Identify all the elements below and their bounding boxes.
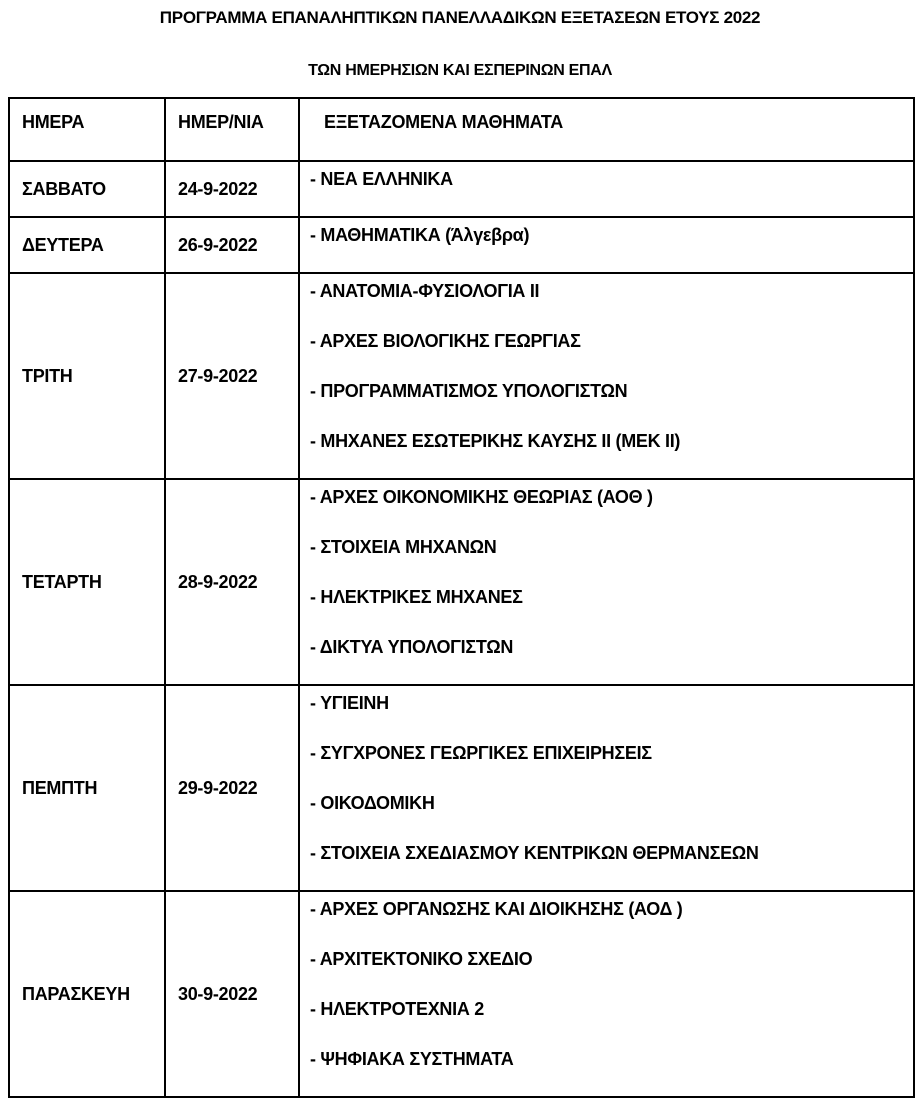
date-cell: 27-9-2022 [165, 273, 299, 479]
table-row [9, 217, 914, 273]
table-row [9, 273, 914, 479]
date-cell: 29-9-2022 [165, 685, 299, 891]
subjects-cell [299, 685, 914, 891]
subject-line: - ΑΡΧΕΣ ΒΙΟΛΟΓΙΚΗΣ ΓΕΩΡΓΙΑΣ [310, 331, 581, 351]
date-cell: 30-9-2022 [165, 891, 299, 1097]
day-cell: ΠΑΡΑΣΚΕΥΗ [9, 891, 165, 1097]
table-row [9, 891, 914, 1097]
header-row [9, 98, 914, 161]
day-cell: ΠΕΜΠΤΗ [9, 685, 165, 891]
table-header [9, 98, 914, 161]
subject-line: - ΥΓΙΕΙΝΗ [310, 693, 389, 713]
subject-line: - ΟΙΚΟΔΟΜΙΚΗ [310, 793, 435, 813]
subject-line: - ΨΗΦΙΑΚΑ ΣΥΣΤΗΜΑΤΑ [310, 1049, 514, 1069]
subject-line: - ΑΡΧΙΤΕΚΤΟΝΙΚΟ ΣΧΕΔΙΟ [310, 949, 533, 969]
table-body [9, 161, 914, 1097]
subjects-cell [299, 161, 914, 217]
day-cell: ΤΕΤΑΡΤΗ [9, 479, 165, 685]
subject-line: - ΠΡΟΓΡΑΜΜΑΤΙΣΜΟΣ ΥΠΟΛΟΓΙΣΤΩΝ [310, 381, 628, 401]
subject-line: - ΑΡΧΕΣ ΟΙΚΟΝΟΜΙΚΗΣ ΘΕΩΡΙΑΣ (ΑΟΘ ) [310, 487, 653, 507]
subjects-cell [299, 479, 914, 685]
subject-line: - ΑΡΧΕΣ ΟΡΓΑΝΩΣΗΣ ΚΑΙ ΔΙΟΙΚΗΣΗΣ (ΑΟΔ ) [310, 899, 683, 919]
page-title: ΠΡΟΓΡΑΜΜΑ ΕΠΑΝΑΛΗΠΤΙΚΩΝ ΠΑΝΕΛΛΑΔΙΚΩΝ ΕΞΕΤΑΣΕΩΝ ΕΤΟΥΣ 2022 [159, 8, 761, 27]
subjects-cell [299, 217, 914, 273]
header-cell-subjects: ΕΞΕΤΑΖΟΜΕΝΑ ΜΑΘΗΜΑΤΑ [299, 98, 914, 161]
schedule-table [8, 97, 915, 1098]
subject-line: - ΗΛΕΚΤΡΙΚΕΣ ΜΗΧΑΝΕΣ [310, 587, 523, 607]
subject-line: - ΔΙΚΤΥΑ ΥΠΟΛΟΓΙΣΤΩΝ [310, 637, 514, 657]
day-cell: ΔΕΥΤΕΡΑ [9, 217, 165, 273]
day-cell: ΤΡΙΤΗ [9, 273, 165, 479]
table-row [9, 479, 914, 685]
day-cell: ΣΑΒΒΑΤΟ [9, 161, 165, 217]
subject-line: - ΝΕΑ ΕΛΛΗΝΙΚΑ [310, 169, 453, 189]
date-cell: 28-9-2022 [165, 479, 299, 685]
table-row [9, 161, 914, 217]
subject-line: - ΣΤΟΙΧΕΙΑ ΣΧΕΔΙΑΣΜΟΥ ΚΕΝΤΡΙΚΩΝ ΘΕΡΜΑΝΣΕΩΝ [310, 843, 759, 863]
subject-line: - ΣΤΟΙΧΕΙΑ ΜΗΧΑΝΩΝ [310, 537, 497, 557]
subject-line: - ΜΑΘΗΜΑΤΙΚΑ (Άλγεβρα) [310, 225, 530, 245]
page-subtitle: ΤΩΝ ΗΜΕΡΗΣΙΩΝ ΚΑΙ ΕΣΠΕΡΙΝΩΝ ΕΠΑΛ [308, 62, 612, 79]
subject-line: - ΣΥΓΧΡΟΝΕΣ ΓΕΩΡΓΙΚΕΣ ΕΠΙΧΕΙΡΗΣΕΙΣ [310, 743, 652, 763]
header-cell-date: ΗΜΕΡ/ΝΙΑ [165, 98, 299, 161]
date-cell: 24-9-2022 [165, 161, 299, 217]
table-row [9, 685, 914, 891]
subjects-cell [299, 891, 914, 1097]
date-cell: 26-9-2022 [165, 217, 299, 273]
subject-line: - ΗΛΕΚΤΡΟΤΕΧΝΙΑ 2 [310, 999, 484, 1019]
header-cell-day: ΗΜΕΡΑ [9, 98, 165, 161]
subject-line: - ΜΗΧΑΝΕΣ ΕΣΩΤΕΡΙΚΗΣ ΚΑΥΣΗΣ ΙΙ (ΜΕΚ ΙΙ) [310, 431, 681, 451]
subjects-cell [299, 273, 914, 479]
subject-line: - ΑΝΑΤΟΜΙΑ-ΦΥΣΙΟΛΟΓΙΑ ΙΙ [310, 281, 540, 301]
